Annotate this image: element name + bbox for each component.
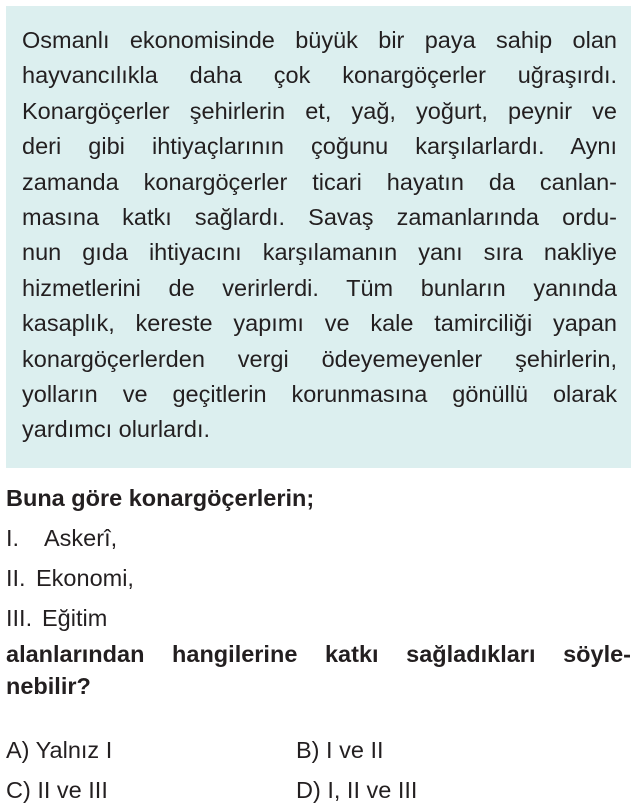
passage-line: yolların ve geçitlerin korunmasına gönüllü olarak xyxy=(22,380,617,407)
option-letter: C) xyxy=(6,777,31,803)
item-text: Eğitim xyxy=(42,605,108,631)
passage-box xyxy=(6,6,631,468)
passage-line: kasaplık, kereste yapımı ve kale tamirciliği yapan xyxy=(22,310,617,337)
option-text: I, II ve III xyxy=(327,777,418,803)
question-stem-top: Buna göre konargöçerlerin; xyxy=(6,485,315,511)
option-letter: A) xyxy=(6,737,30,763)
question-item xyxy=(6,598,631,638)
options-row xyxy=(6,770,631,810)
answer-options xyxy=(6,730,631,810)
option-text: II ve III xyxy=(37,777,108,803)
stem-bottom-line: nebilir? xyxy=(6,673,91,699)
item-text: Ekonomi, xyxy=(36,565,134,591)
option-c[interactable] xyxy=(6,770,296,810)
options-row xyxy=(6,730,631,770)
passage-line: hizmetlerini de verirlerdi. Tüm bunların yanında xyxy=(22,274,617,301)
option-a[interactable] xyxy=(6,730,296,770)
item-number: I. xyxy=(6,525,20,551)
option-letter: D) xyxy=(296,777,321,803)
passage-line: nun gıda ihtiyacını karşılamanın yanı sıra nakliye xyxy=(22,239,617,266)
passage-line: zamanda konargöçerler ticari hayatın da canlan- xyxy=(22,168,617,195)
option-text: Yalnız I xyxy=(35,737,113,763)
option-text: I ve II xyxy=(326,737,384,763)
option-d[interactable] xyxy=(296,770,586,810)
question-item xyxy=(6,518,631,558)
option-b[interactable] xyxy=(296,730,586,770)
passage-line: konargöçerlerden vergi ödeyemeyenler şehirlerin, xyxy=(22,345,617,372)
passage-line: masına katkı sağlardı. Savaş zamanlarında ordu- xyxy=(22,203,617,230)
passage-line: yardımcı olurlardı. xyxy=(22,416,211,443)
question-stem-bottom xyxy=(6,638,631,702)
item-number: III. xyxy=(6,605,33,631)
question xyxy=(6,478,631,702)
option-letter: B) xyxy=(296,737,320,763)
question-item xyxy=(6,558,631,598)
passage-line: Konargöçerler şehirlerin et, yağ, yoğurt, peynir ve xyxy=(22,97,617,124)
passage-line: hayvancılıkla daha çok konargöçerler uğraşırdı. xyxy=(22,62,617,89)
passage-line: Osmanlı ekonomisinde büyük bir paya sahip olan xyxy=(22,27,617,53)
passage-line: deri gibi ihtiyaçlarının çoğunu karşılarlardı. Aynı xyxy=(22,133,617,160)
item-text: Askerî, xyxy=(44,525,118,551)
stem-bottom-line: alanlarından hangilerine katkı sağladıkları söyle- xyxy=(6,641,631,667)
item-number: II. xyxy=(6,565,26,591)
